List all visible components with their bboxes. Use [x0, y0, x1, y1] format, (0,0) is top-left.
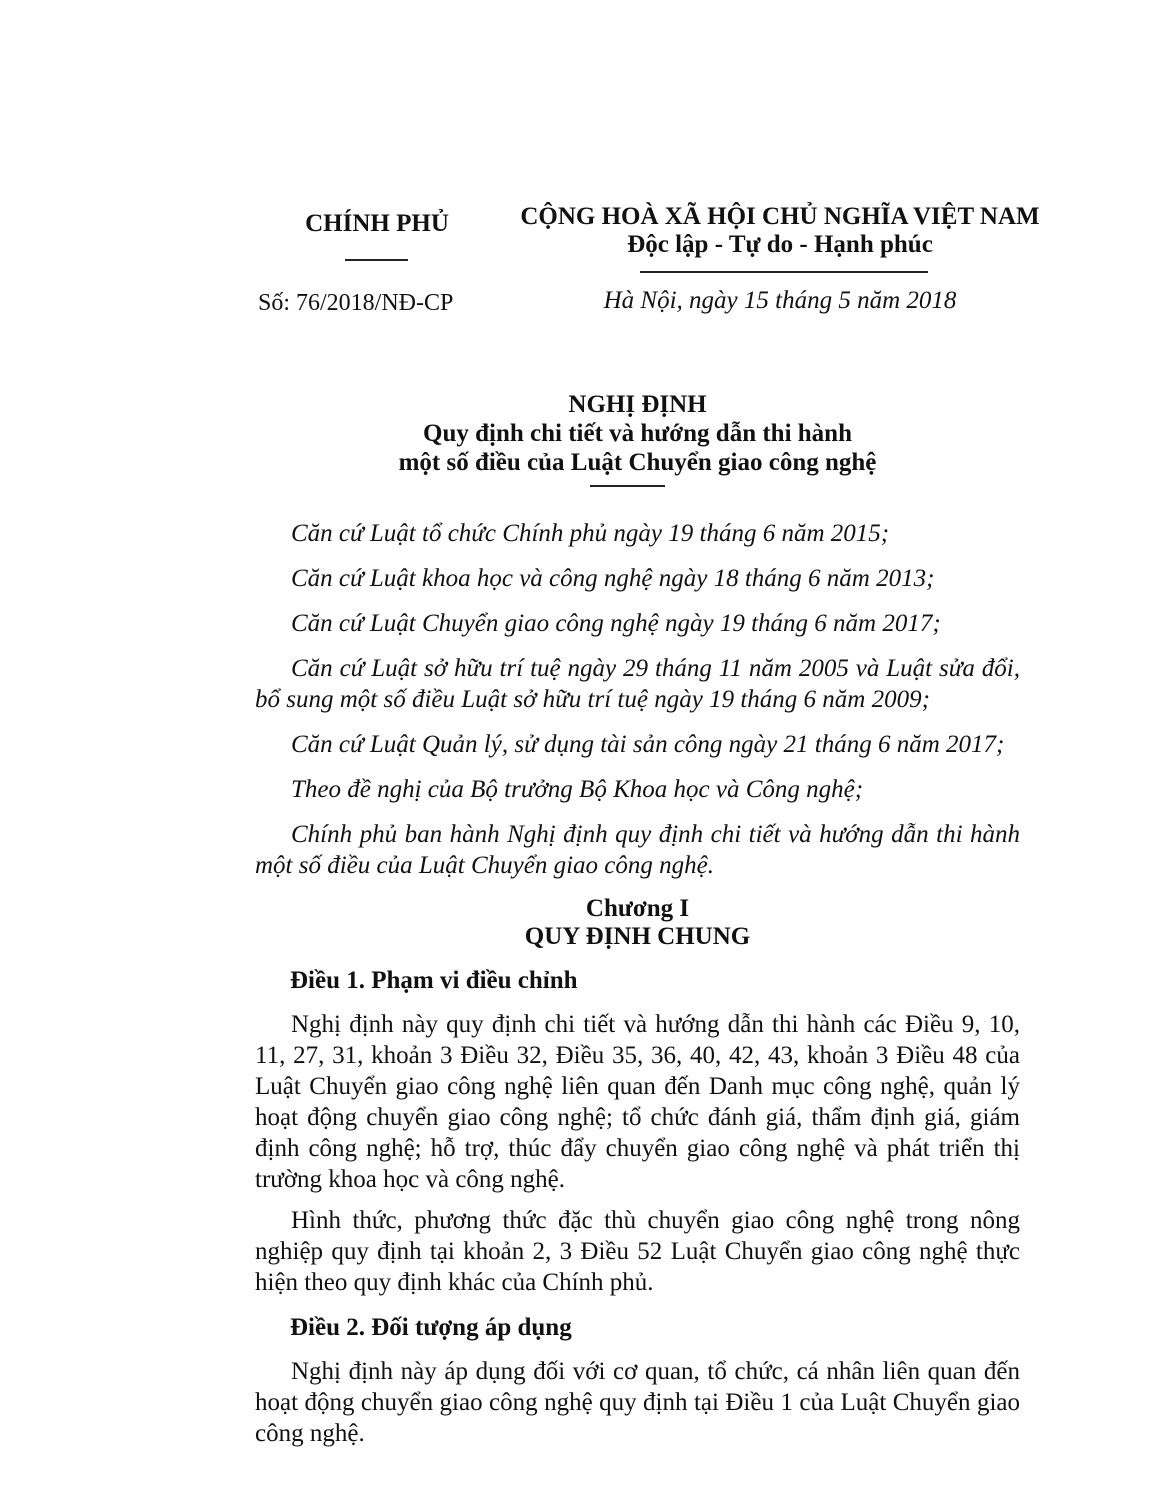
motto: Độc lập - Tự do - Hạnh phúc	[627, 231, 933, 258]
preamble-item: Căn cứ Luật Chuyển giao công nghệ ngày 19 tháng 6 năm 2017;	[291, 610, 941, 637]
preamble-item: Căn cứ Luật sở hữu trí tuệ ngày 29 tháng 11 năm 2005 và Luật sửa đổi, bổ sung một số điều Luật sở hữu trí tuệ ngày 19 tháng 6 năm 2009;	[255, 655, 1020, 713]
preamble-item: Căn cứ Luật Quản lý, sử dụng tài sản công ngày 21 tháng 6 năm 2017;	[291, 731, 1005, 758]
document-title	[255, 390, 1020, 477]
preamble-item: Căn cứ Luật khoa học và công nghệ ngày 18 tháng 6 năm 2013;	[291, 565, 935, 592]
country-name: CỘNG HOÀ XÃ HỘI CHỦ NGHĨA VIỆT NAM	[520, 203, 1040, 230]
document-number: Số: 76/2018/NĐ-CP	[258, 290, 454, 316]
article-heading: Điều 2. Đối tượng áp dụng	[290, 1314, 572, 1341]
article-paragraph: Nghị định này quy định chi tiết và hướng dẫn thi hành các Điều 9, 10, 11, 27, 31, khoản 3 Điều 32, Điều 35, 36, 40, 42, 43, khoản 3 Điều 48 của Luật Chuyển giao công nghệ liên quan đến Danh mục công nghệ, quản lý hoạt động chuyển giao công nghệ; tổ chức đánh giá, thẩm định giá, giám định công nghệ; hỗ trợ, thúc đẩy chuyển giao công nghệ và phát triển thị trường khoa học và công nghệ.	[255, 1011, 1020, 1193]
divider	[345, 259, 408, 261]
title-line-2: một số điều của Luật Chuyển giao công nghệ	[398, 449, 877, 476]
document-body	[255, 518, 1020, 1459]
article-paragraph: Nghị định này áp dụng đối với cơ quan, tổ chức, cá nhân liên quan đến hoạt động chuyển giao công nghệ quy định tại Điều 1 của Luật Chuyển giao công nghệ.	[255, 1358, 1020, 1447]
preamble-item: Theo đề nghị của Bộ trưởng Bộ Khoa học và Công nghệ;	[291, 776, 864, 803]
title-line-1: Quy định chi tiết và hướng dẫn thi hành	[423, 420, 852, 447]
preamble-item: Căn cứ Luật tổ chức Chính phủ ngày 19 tháng 6 năm 2015;	[291, 520, 890, 547]
issuing-agency: CHÍNH PHỦ	[305, 210, 449, 237]
national-header	[520, 203, 1040, 259]
place-date: Hà Nội, ngày 15 tháng 5 năm 2018	[603, 287, 957, 314]
article-paragraph: Hình thức, phương thức đặc thù chuyển giao công nghệ trong nông nghiệp quy định tại khoản 2, 3 Điều 52 Luật Chuyển giao công nghệ thực hiện theo quy định khác của Chính phủ.	[255, 1207, 1020, 1296]
article-heading: Điều 1. Phạm vi điều chỉnh	[290, 967, 578, 994]
document-type: NGHỊ ĐỊNH	[568, 391, 707, 418]
divider	[590, 485, 665, 487]
preamble-item: Chính phủ ban hành Nghị định quy định chi tiết và hướng dẫn thi hành một số điều của Luật Chuyển giao công nghệ.	[255, 821, 1020, 879]
chapter-label: Chương I	[585, 895, 690, 922]
divider	[640, 271, 928, 273]
chapter-title: QUY ĐỊNH CHUNG	[524, 923, 751, 950]
